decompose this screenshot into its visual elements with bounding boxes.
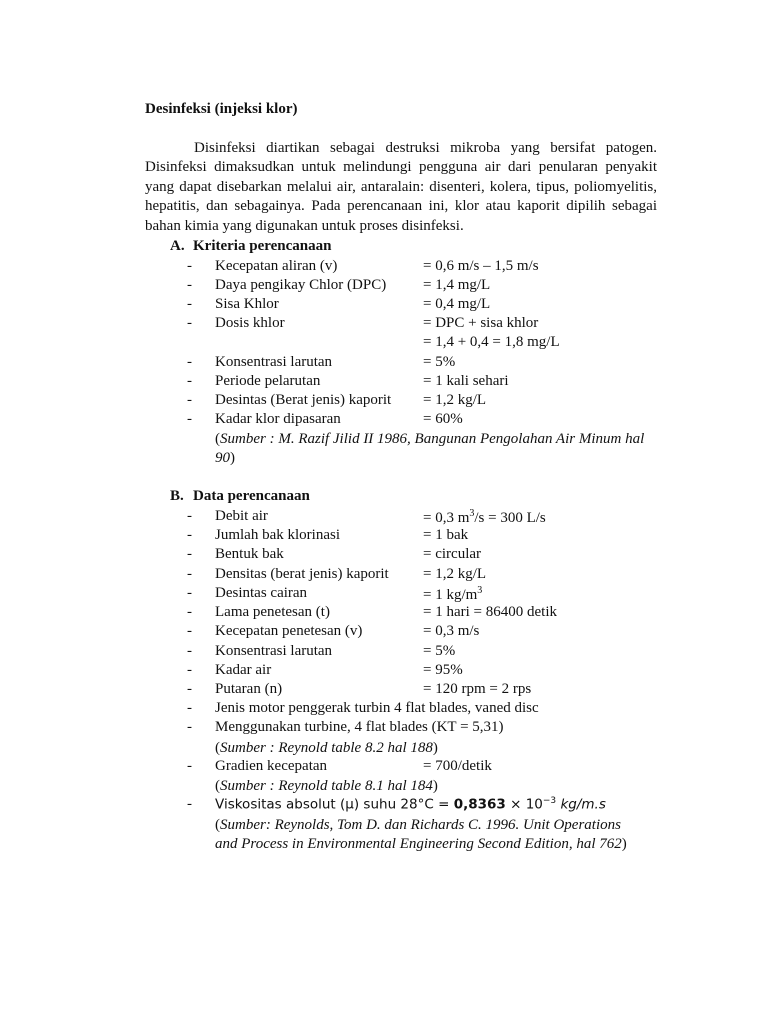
row-label: Debit air [215,508,268,524]
source-citation: (Sumber : Reynold table 8.1 hal 184) [215,778,438,794]
row-label: Lama penetesan (t) [215,604,330,620]
citation-text: and Process in Environmental Engineering Second Edition, hal 762 [215,836,622,853]
row-label: Periode pelarutan [215,373,321,389]
bullet-dash: - [187,681,192,697]
row-value: = 120 rpm = 2 rps [423,681,532,697]
row-label: Bentuk bak [215,546,284,562]
section-title: Data perencanaan [193,488,310,504]
row-value: = 0,3 m/s [423,623,480,639]
bullet-dash: - [187,411,192,427]
bullet-dash: - [187,392,192,408]
row-label: Putaran (n) [215,681,283,697]
row-value: = 0,6 m/s – 1,5 m/s [423,258,539,274]
row-value: = 5% [423,354,456,370]
viscosity-formula: Viskositas absolut (μ) suhu $28^\circ C = 0,8363 \times 10^{-3}$ kg/m.s [215,796,606,813]
row-value: = 1 bak [423,527,469,543]
bullet-dash: - [187,315,192,331]
citation-text: Sumber : M. Razif Jilid II 1986, Bangunan Pengolahan Air Minum hal 90 [215,431,645,467]
source-citation: (Sumber : M. Razif Jilid II 1986, Bangunan Pengolahan Air Minum hal 90) [215,431,645,467]
row-label: Desintas (Berat jenis) kaporit [215,392,392,408]
row-value: = 5% [423,643,456,659]
bullet-dash: - [187,258,192,274]
source-citation: (Sumber: Reynolds, Tom D. dan Richards C. 1996. Unit Operations and Process in Environmental Engineering Second Edition, hal 762) [215,817,627,853]
row-value: = 95% [423,662,463,678]
source-citation: (Sumber : Reynold table 8.2 hal 188) [215,740,438,756]
paragraph-line: bahan kimia yang digunakan untuk proses disinfeksi. [145,217,464,234]
section-title: Kriteria perencanaan [193,238,332,254]
row-label: Dosis khlor [215,315,285,331]
section-a-heading [170,238,331,255]
bullet-dash: - [187,719,192,735]
row-value: = circular [423,546,482,562]
bullet-dash: - [187,296,192,312]
bullet-dash: - [187,662,192,678]
bullet-dash: - [187,508,192,524]
document-title: Desinfeksi (injeksi klor) [145,101,298,117]
row-value: = 1,4 + 0,4 = 1,8 mg/L [423,334,560,350]
row-label: Gradien kecepatan [215,758,328,774]
row-label: Kadar air [215,662,272,678]
row-value: = 700/detik [423,758,492,774]
row-label: Densitas (berat jenis) kaporit [215,566,389,582]
bullet-dash: - [187,758,192,774]
bullet-dash: - [187,566,192,582]
paragraph-line: Disinfeksi diartikan sebagai destruksi mikroba yang bersifat patogen. [194,140,657,156]
bullet-dash: - [187,277,192,293]
row-label: Desintas cairan [215,585,308,601]
row-value: = 1 hari = 86400 detik [423,604,557,620]
row-value: = 1,2 kg/L [423,392,487,408]
section-b-heading [170,488,310,505]
row-value: = 1 kali sehari [423,373,509,389]
citation-text: Sumber : Reynold table 8.1 hal 184 [220,778,433,794]
row-value: = 1,2 kg/L [423,566,487,582]
bullet-dash: - [187,700,192,716]
row-label: Konsentrasi larutan [215,354,333,370]
row-label: Jenis motor penggerak turbin 4 flat blades, vaned disc [215,700,539,716]
row-label: Sisa Khlor [215,296,279,312]
row-value: = 1,4 mg/L [423,277,491,293]
bullet-dash: - [187,546,192,562]
bullet-dash: - [187,373,192,389]
citation-text: Sumber: Reynolds, Tom D. dan Richards C. 1996. Unit Operations [220,817,621,833]
row-value: = DPC + sisa khlor [423,315,539,331]
row-value: = 1 $kg/m^3$ [423,585,483,603]
bullet-dash: - [187,604,192,620]
paragraph-line: yang dapat disebarkan melalui air, antaralain: disenteri, kolera, tipus, poliomyelitis, [145,178,657,195]
row-label: Daya pengikay Chlor (DPC) [215,277,387,293]
citation-text: Sumber : Reynold table 8.2 hal 188 [220,740,433,756]
bullet-dash: - [187,585,192,601]
row-label: Kadar klor dipasaran [215,411,341,427]
row-label: Jumlah bak klorinasi [215,527,340,543]
row-label: Konsentrasi larutan [215,643,333,659]
paragraph-line: hepatitis, dan sebagainya. Pada perencanaan ini, klor atau kaporit dipilih sebagai [145,198,657,215]
section-letter: B. [170,488,184,504]
bullet-dash: - [187,796,192,812]
row-value: = 60% [423,411,463,427]
bullet-dash: - [187,527,192,543]
row-value: = 0,3 $m^3/s = 300$ L/s [423,508,546,526]
bullet-dash: - [187,643,192,659]
row-value: = 0,4 mg/L [423,296,491,312]
row-label: Kecepatan penetesan (v) [215,623,363,639]
section-letter: A. [170,238,185,254]
row-label: Menggunakan turbine, 4 flat blades (KT = 5,31) [215,719,504,735]
bullet-dash: - [187,354,192,370]
bullet-dash: - [187,623,192,639]
paragraph-line: Disinfeksi dimaksudkan untuk melindungi pengguna air dari penularan penyakit [145,159,657,176]
intro-paragraph [145,139,657,236]
row-label: Kecepatan aliran (v) [215,258,338,274]
